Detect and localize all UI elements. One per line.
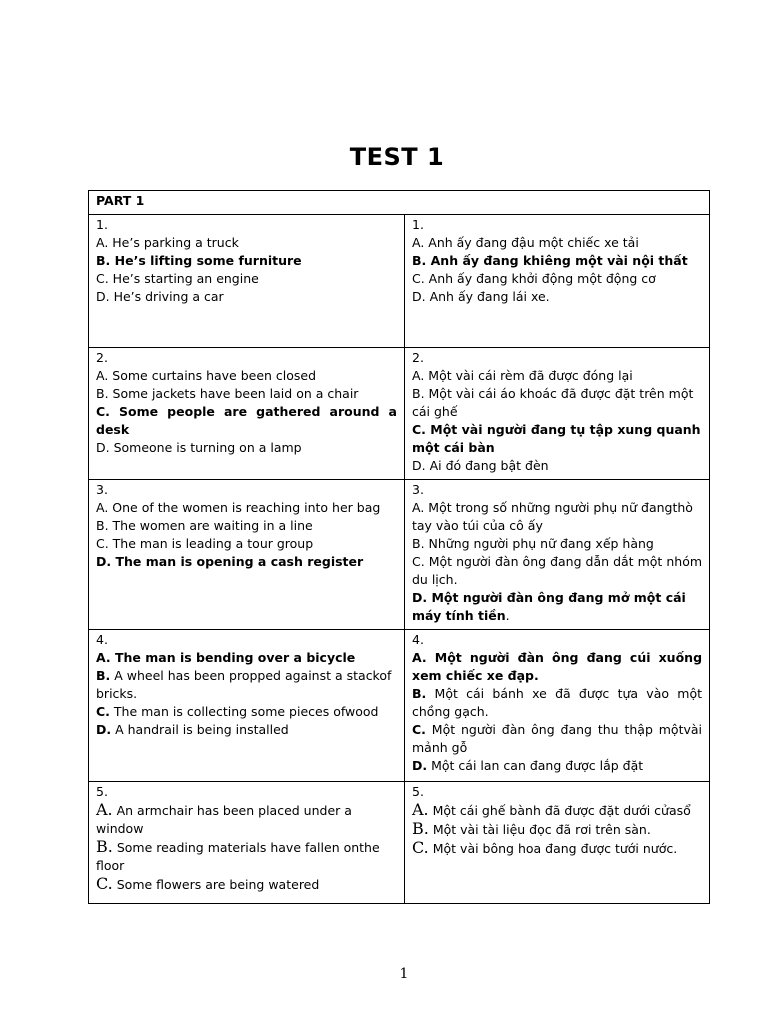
- english-cell: [89, 215, 405, 348]
- option-d-answer-wrap: [412, 589, 702, 625]
- option-letter: B.: [412, 819, 429, 838]
- vietnamese-cell: [405, 480, 710, 630]
- test-table: [88, 190, 710, 904]
- option-a: [96, 801, 397, 838]
- option-c-answer: C. Some people are gathered around a desk: [96, 404, 397, 437]
- question-number: 2.: [412, 350, 424, 365]
- option-a: A. He’s parking a truck: [96, 235, 239, 250]
- option-letter: B.: [96, 668, 111, 683]
- option-d: [412, 757, 702, 775]
- question-row: [89, 630, 710, 782]
- option-text: Một cái ghế bành đã được đặt dưới cửasổ: [428, 803, 691, 818]
- option-b: B. Những người phụ nữ đang xếp hàng: [412, 536, 654, 551]
- option-c: [412, 839, 702, 858]
- option-text: Some flowers are being watered: [112, 877, 320, 892]
- option-d-answer: D. The man is opening a cash register: [96, 554, 364, 569]
- option-text: A handrail is being installed: [111, 722, 289, 737]
- option-letter: D.: [412, 758, 428, 773]
- option-text: Một vài tài liệu đọc đã rơi trên sàn.: [428, 822, 651, 837]
- page-title: TEST 1: [349, 143, 445, 171]
- option-d: D. He’s driving a car: [96, 289, 224, 304]
- part-label: PART 1: [89, 191, 710, 215]
- option-text: Một cái bánh xe đã được tựa vào một chồng gạch.: [412, 686, 703, 719]
- english-cell: [89, 480, 405, 630]
- option-c: C. Anh ấy đang khởi động một động cơ: [412, 271, 656, 286]
- question-number: 2.: [96, 350, 108, 365]
- part-header-row: [89, 191, 710, 215]
- question-number: 1.: [96, 217, 108, 232]
- option-letter: C.: [96, 704, 110, 719]
- option-d-answer: D. Một người đàn ông đang mở một cái máy tính tiền: [412, 590, 686, 623]
- option-text: Một vài bông hoa đang được tưới nước.: [428, 841, 678, 856]
- question-row: [89, 782, 710, 904]
- option-b: [412, 820, 702, 839]
- english-cell: [89, 348, 405, 480]
- option-a: A. One of the women is reaching into her bag: [96, 500, 381, 515]
- option-text: An armchair has been placed under a window: [96, 803, 352, 836]
- question-row: [89, 480, 710, 630]
- option-letter: C.: [412, 722, 426, 737]
- question-number: 4.: [96, 632, 108, 647]
- option-d: D. Anh ấy đang lái xe.: [412, 289, 550, 304]
- option-b-answer: B. He’s lifting some furniture: [96, 253, 302, 268]
- option-c: [412, 721, 702, 757]
- option-text: A wheel has been propped against a stackof bricks.: [96, 668, 392, 701]
- option-b: [96, 838, 397, 875]
- option-letter: C.: [412, 838, 429, 857]
- option-letter: A.: [96, 800, 113, 819]
- vietnamese-cell: [405, 782, 710, 904]
- option-c: C. The man is leading a tour group: [96, 536, 314, 551]
- option-a: A. Một vài cái rèm đã được đóng lại: [412, 368, 633, 383]
- option-a: [412, 801, 702, 820]
- option-a-answer: A. Một người đàn ông đang cúi xuống xem chiếc xe đạp.: [412, 650, 703, 683]
- option-c-answer: C. Một vài người đang tụ tập xung quanh một cái bàn: [412, 422, 701, 455]
- option-d: D. Someone is turning on a lamp: [96, 440, 302, 455]
- option-c: [96, 703, 397, 721]
- question-number: 4.: [412, 632, 424, 647]
- option-c: C. He’s starting an engine: [96, 271, 259, 286]
- option-c: [96, 875, 397, 894]
- vietnamese-cell: [405, 348, 710, 480]
- question-row: [89, 215, 710, 348]
- option-a: A. Một trong số những người phụ nữ đangthò tay vào túi của cô ấy: [412, 500, 693, 533]
- question-number: 1.: [412, 217, 424, 232]
- question-row: [89, 348, 710, 480]
- question-number: 5.: [96, 784, 108, 799]
- option-text: Một cái lan can đang được lắp đặt: [427, 758, 644, 773]
- option-a: A. Some curtains have been closed: [96, 368, 317, 383]
- vietnamese-cell: [405, 215, 710, 348]
- question-number: 3.: [412, 482, 424, 497]
- option-b: B. The women are waiting in a line: [96, 518, 313, 533]
- option-a-answer: A. The man is bending over a bicycle: [96, 650, 356, 665]
- option-text: The man is collecting some pieces ofwood: [109, 704, 379, 719]
- option-letter: B.: [412, 686, 427, 701]
- question-number: 3.: [96, 482, 108, 497]
- option-a: A. Anh ấy đang đậu một chiếc xe tải: [412, 235, 639, 250]
- option-d: D. Ai đó đang bật đèn: [412, 458, 549, 473]
- option-d: [96, 721, 397, 739]
- option-c: C. Một người đàn ông đang dẫn dắt một nhóm du lịch.: [412, 554, 703, 587]
- page-number: 1: [399, 966, 409, 982]
- option-letter: C.: [96, 874, 113, 893]
- option-letter: A.: [412, 800, 429, 819]
- option-b: [96, 667, 397, 703]
- option-letter: B.: [96, 837, 113, 856]
- option-d-period: .: [505, 608, 510, 623]
- option-b: B. Một vài cái áo khoác đã được đặt trên một cái ghế: [412, 386, 694, 419]
- option-b-answer: B. Anh ấy đang khiêng một vài nội thất: [412, 253, 688, 268]
- english-cell: [89, 630, 405, 782]
- option-b: [412, 685, 702, 721]
- option-letter: D.: [96, 722, 112, 737]
- english-cell: [89, 782, 405, 904]
- question-number: 5.: [412, 784, 424, 799]
- vietnamese-cell: [405, 630, 710, 782]
- option-text: Một người đàn ông đang thu thập mộtvài mảnh gỗ: [412, 722, 703, 755]
- option-b: B. Some jackets have been laid on a chair: [96, 386, 359, 401]
- option-text: Some reading materials have fallen onthe floor: [96, 840, 380, 873]
